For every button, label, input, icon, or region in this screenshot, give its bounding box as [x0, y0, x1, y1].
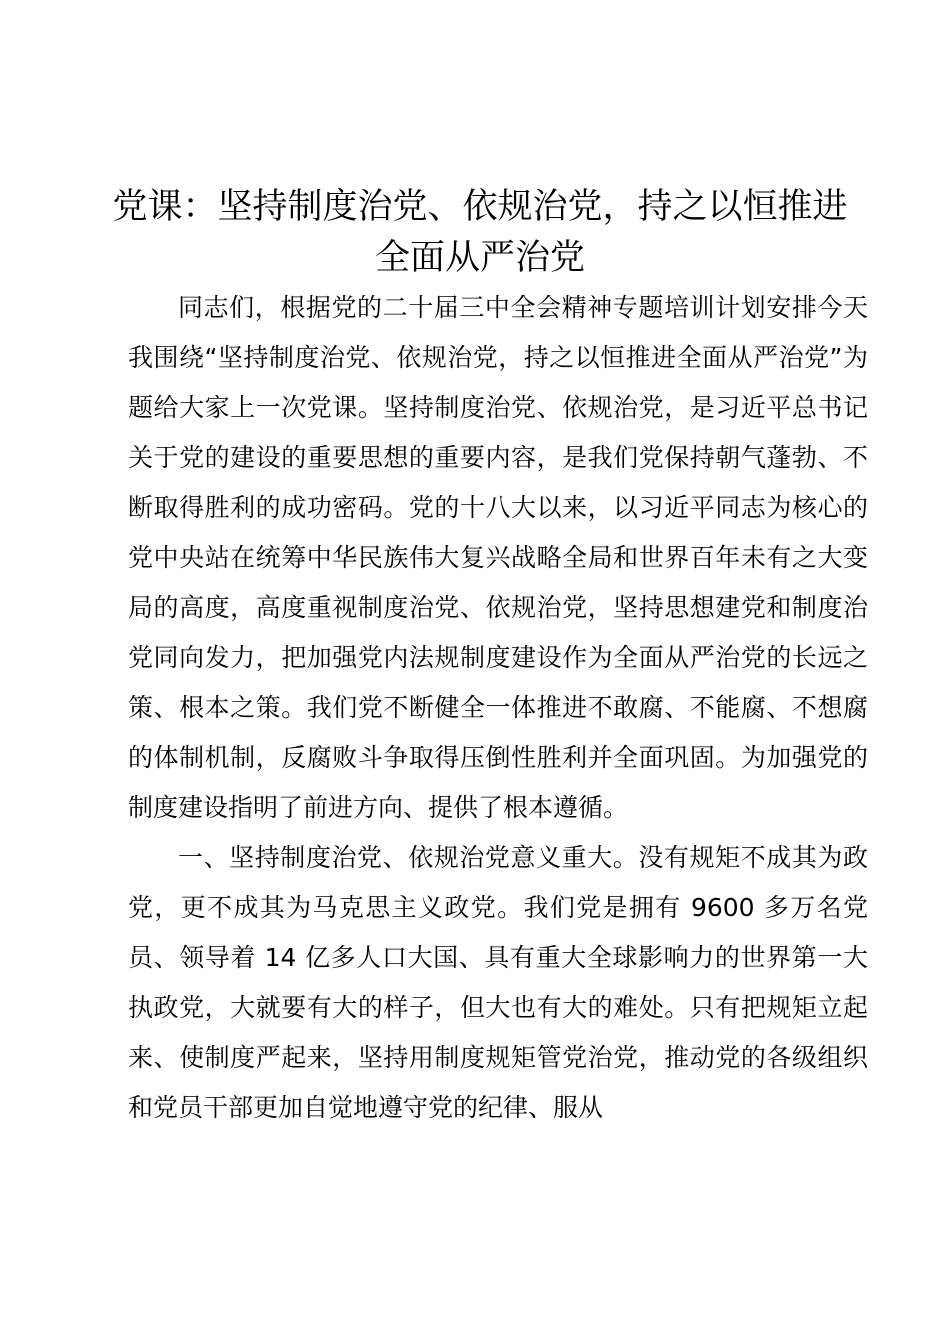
document-title: 党课：坚持制度治党、依规治党，持之以恒推进全面从严治党: [112, 187, 848, 278]
document-body: [128, 283, 868, 1133]
paragraph-intro: 同志们，根据党的二十届三中全会精神专题培训计划安排今天我围绕“坚持制度治党、依规治党，持之以恒推进全面从严治党”为题给大家上一次党课。坚持制度治党、依规治党，是习近平总书记关于党的建设的重要思想的重要内容，是我们党保持朝气蓬勃、不断取得胜利的成功密码。党的十八大以来，以习近平同志为核心的党中央站在统筹中华民族伟大复兴战略全局和世界百年未有之大变局的高度，高度重视制度治党、依规治党，坚持思想建党和制度治党同向发力，把加强党内法规制度建设作为全面从严治党的长远之策、根本之策。我们党不断健全一体推进不敢腐、不能腐、不想腐的体制机制，反腐败斗争取得压倒性胜利并全面巩固。为加强党的制度建设指明了前进方向、提供了根本遵循。: [128, 293, 868, 822]
paragraph-section-one: 一、坚持制度治党、依规治党意义重大。没有规矩不成其为政党，更不成其为马克思主义政党。我们党是拥有 9600 多万名党员、领导着 14 亿多人口大国、具有重大全球影响力的世界第一大执政党，大就要有大的样子，但大也有大的难处。只有把规矩立起来、使制度严起来，坚持用制度规矩管党治党，推动党的各级组织和党员干部更加自觉地遵守党的纪律、服从: [128, 843, 868, 1122]
